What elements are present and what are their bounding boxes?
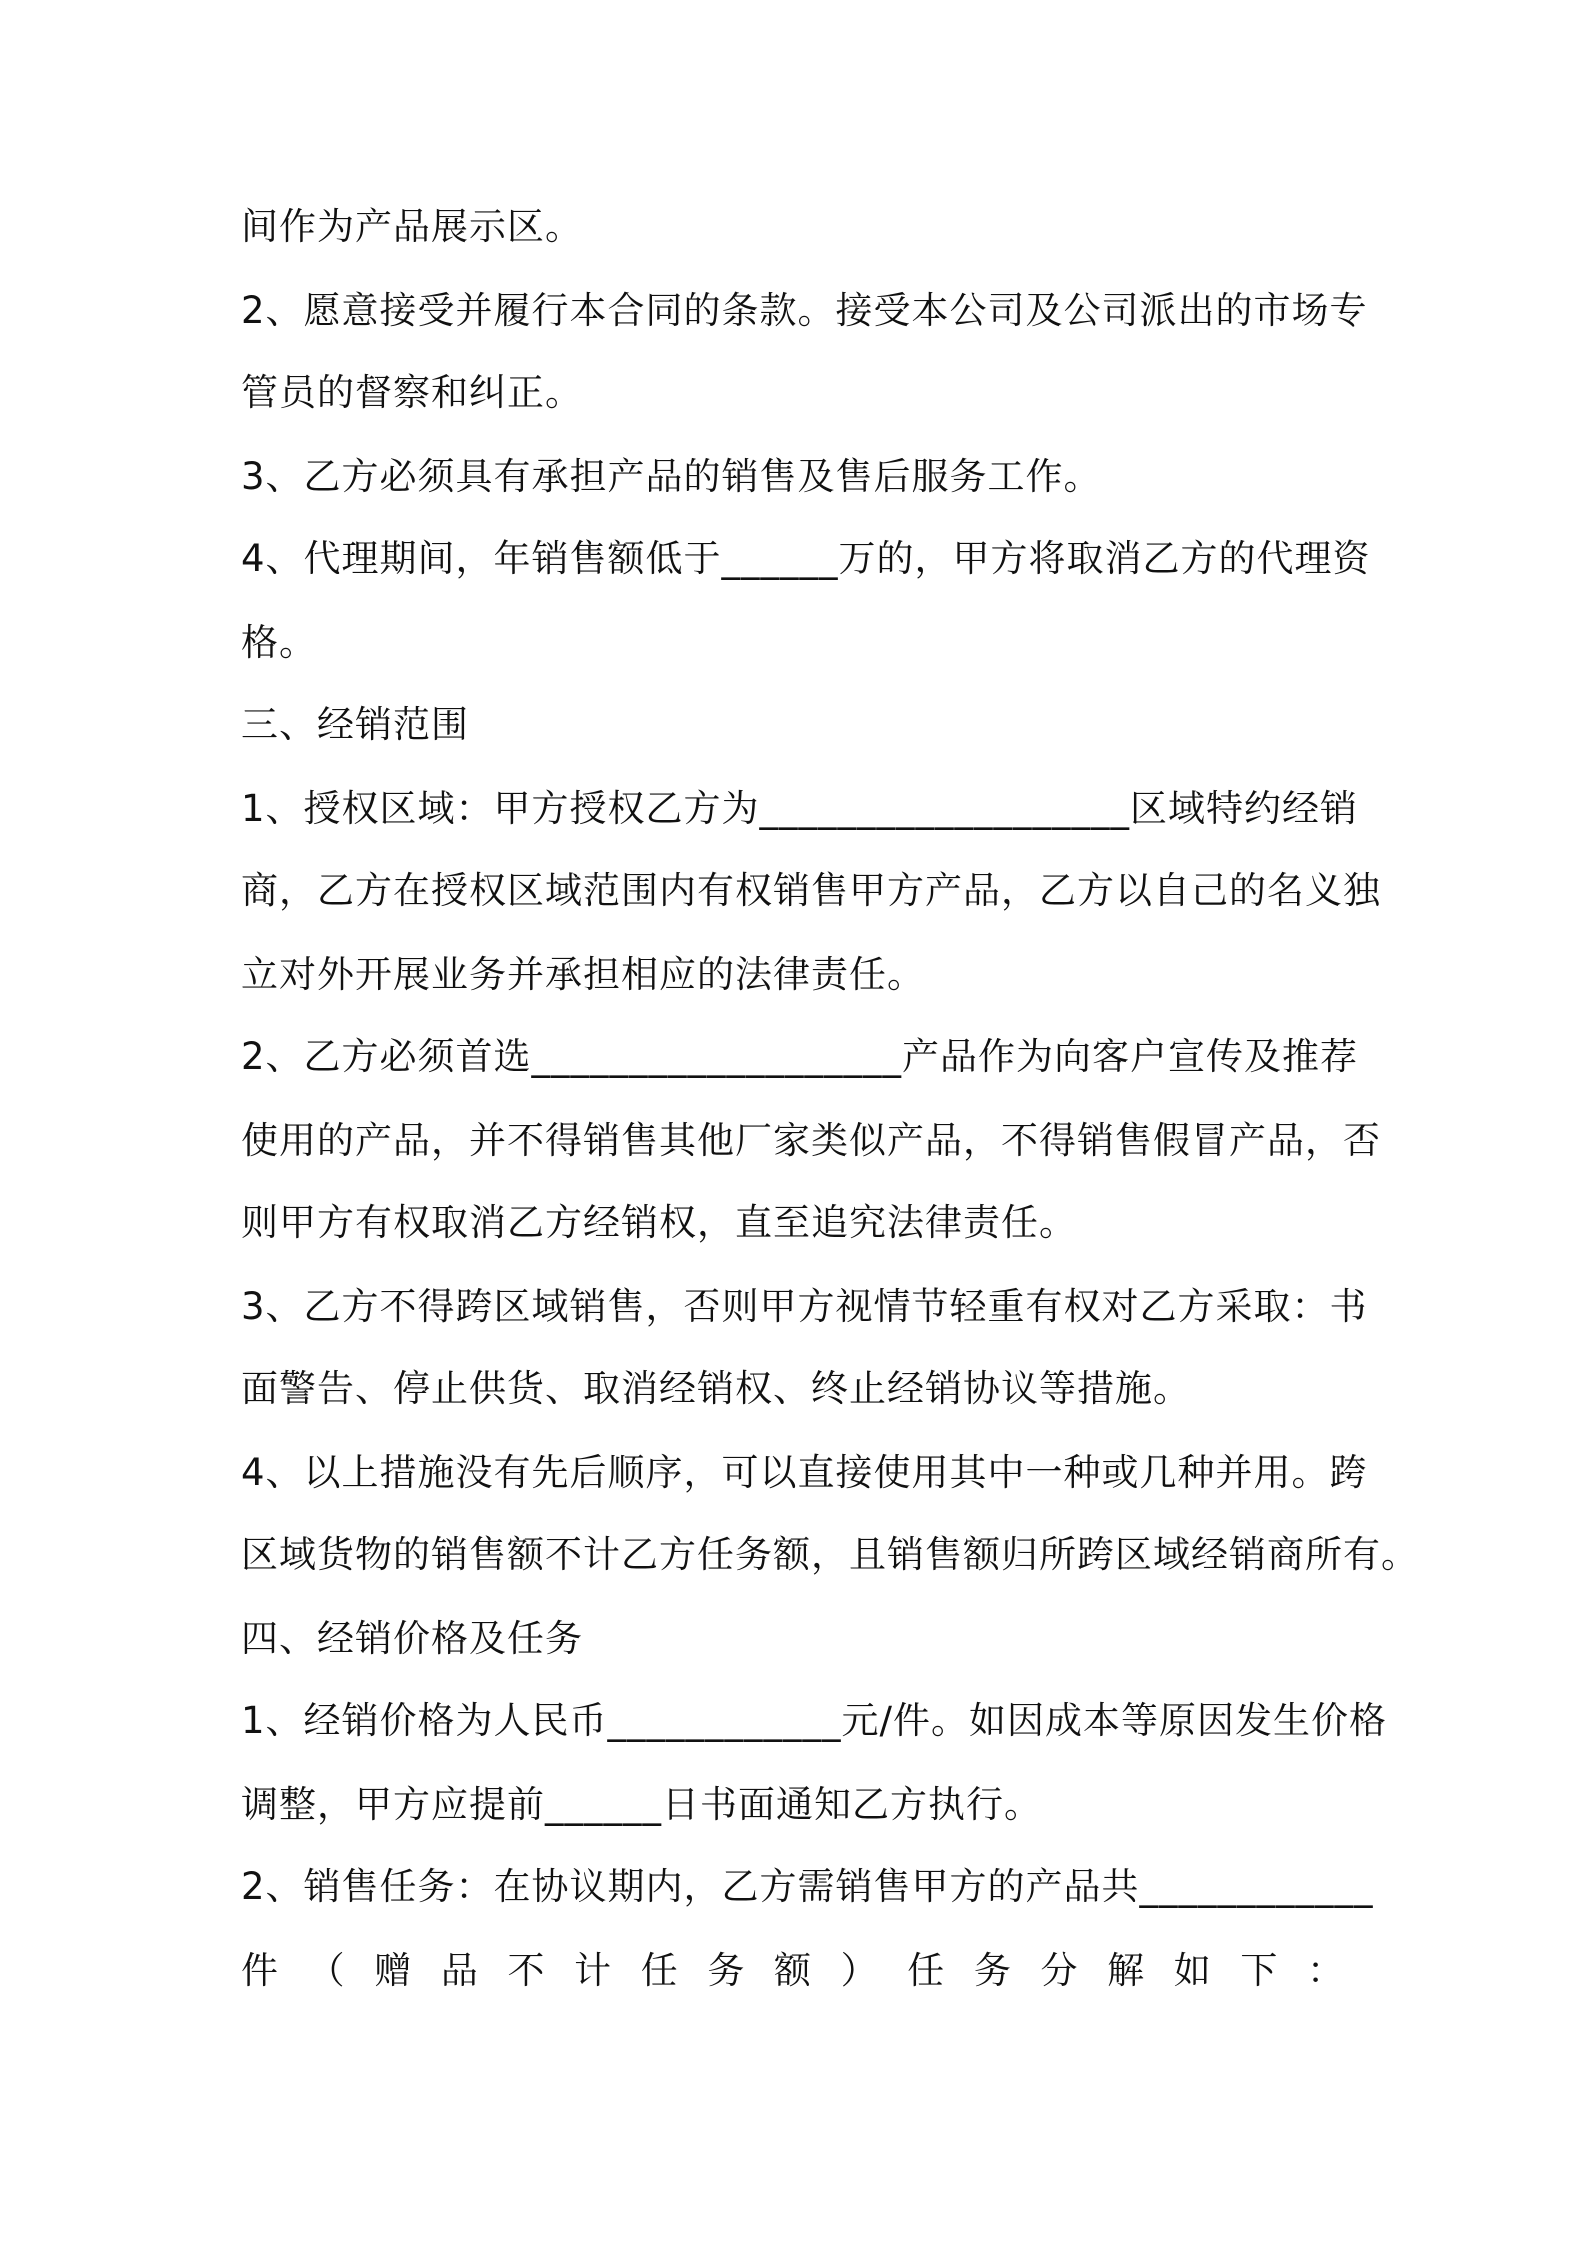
text-line-16: 4、以上措施没有先后顺序，可以直接使用其中一种或几种并用。跨 — [241, 1451, 1368, 1494]
text-line-19: 1、经销价格为人民币____________元/件。如因成本等原因发生价格 — [241, 1699, 1388, 1742]
text-line-10: 立对外开展业务并承担相应的法律责任。 — [241, 953, 925, 996]
text-line-8: 1、授权区域：甲方授权乙方为___________________区域特约经销 — [241, 787, 1359, 830]
text-line-17: 区域货物的销售额不计乙方任务额，且销售额归所跨区域经销商所有。 — [241, 1533, 1419, 1576]
text-line-20: 调整，甲方应提前______日书面通知乙方执行。 — [241, 1783, 1042, 1826]
text-line-11: 2、乙方必须首选___________________产品作为向客户宣传及推荐 — [241, 1035, 1359, 1078]
text-line-12: 使用的产品，并不得销售其他厂家类似产品，不得销售假冒产品，否 — [241, 1119, 1381, 1162]
section-heading-price: 四、经销价格及任务 — [241, 1617, 583, 1660]
text-line-5: 4、代理期间，年销售额低于______万的，甲方将取消乙方的代理资 — [241, 537, 1371, 580]
text-line-1: 间作为产品展示区。 — [241, 205, 583, 248]
text-line-21: 2、销售任务：在协议期内，乙方需销售甲方的产品共____________ — [241, 1865, 1374, 1908]
text-line-9: 商，乙方在授权区域范围内有权销售甲方产品，乙方以自己的名义独 — [241, 869, 1381, 912]
text-line-3: 管员的督察和纠正。 — [241, 371, 583, 414]
text-line-4: 3、乙方必须具有承担产品的销售及售后服务工作。 — [241, 455, 1102, 498]
text-line-2: 2、愿意接受并履行本合同的条款。接受本公司及公司派出的市场专 — [241, 289, 1368, 332]
text-line-14: 3、乙方不得跨区域销售，否则甲方视情节轻重有权对乙方采取：书 — [241, 1285, 1368, 1328]
text-line-6: 格。 — [241, 621, 317, 664]
text-line-13: 则甲方有权取消乙方经销权，直至追究法律责任。 — [241, 1201, 1077, 1244]
text-line-15: 面警告、停止供货、取消经销权、终止经销协议等措施。 — [241, 1367, 1191, 1410]
text-line-22: 件 （ 赠 品 不 计 任 务 额 ） 任 务 分 解 如 下 ： — [241, 1949, 1345, 1992]
section-heading-scope: 三、经销范围 — [241, 703, 469, 746]
